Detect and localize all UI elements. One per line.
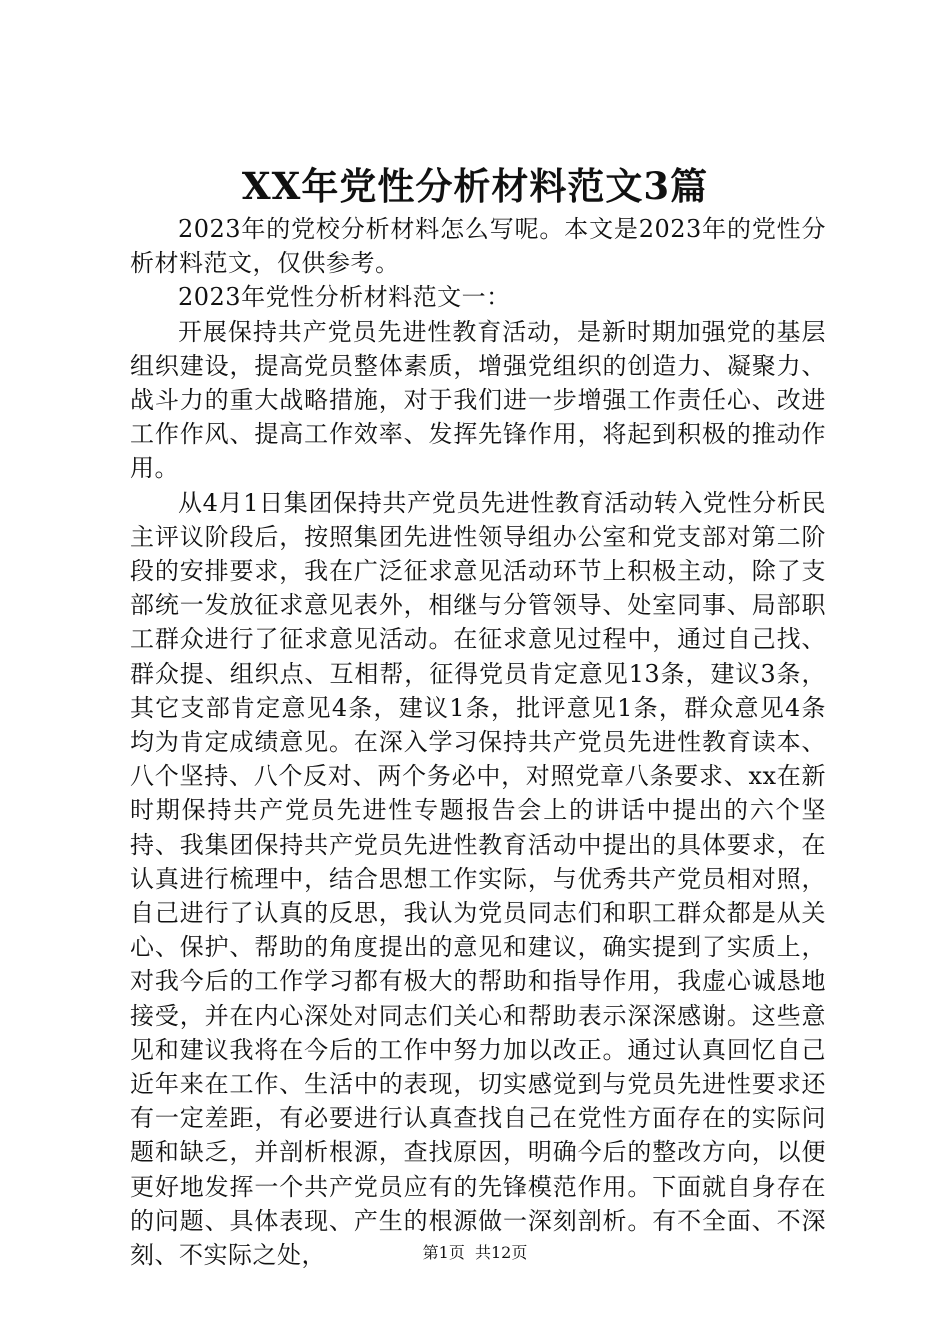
document-body xyxy=(130,212,826,1272)
paragraph-1: 开展保持共产党员先进性教育活动，是新时期加强党的基层组织建设，提高党员整体素质，增强党组织的创造力、凝聚力、战斗力的重大战略措施，对于我们进一步增强工作责任心、改进工作作风、提高工作效率、发挥先锋作用，将起到积极的推动作用。 xyxy=(130,317,826,483)
paragraph-intro: 2023年的党校分析材料怎么写呢。本文是2023年的党性分析材料范文，仅供参考。 xyxy=(130,215,826,278)
paragraph-subheading: 2023年党性分析材料范文一： xyxy=(178,283,511,312)
paragraph-2: 从4月1日集团保持共产党员先进性教育活动转入党性分析民主评议阶段后，按照集团先进性领导组办公室和党支部对第二阶段的安排要求，我在广泛征求意见活动环节上积极主动，除了支部统一发放征求意见表外，相继与分管领导、处室同事、局部职工群众进行了征求意见活动。在征求意见过程中，通过自己找、群众提、组织点、互相帮，征得党员肯定意见13条，建议3条，其它支部肯定意见4条，建议1条，批评意见1条，群众意见4条均为肯定成绩意见。在深入学习保持共产党员先进性教育读本、八个坚持、八个反对、两个务必中，对照党章八条要求、xx在新时期保持共产党员先进性专题报告会上的讲话中提出的六个坚持、我集团保持共产党员先进性教育活动中提出的具体要求，在认真进行梳理中，结合思想工作实际，与优秀共产党员相对照，自己进行了认真的反思，我认为党员同志们和职工群众都是从关心、保护、帮助的角度提出的意见和建议，确实提到了实质上，对我今后的工作学习都有极大的帮助和指导作用，我虚心诚恳地接受，并在内心深处对同志们关心和帮助表示深深感谢。这些意见和建议我将在今后的工作中努力加以改正。通过认真回忆自己近年来在工作、生活中的表现，切实感觉到与党员先进性要求还有一定差距，有必要进行认真查找自己在党性方面存在的实际问题和缺乏，并剖析根源，查找原因，明确今后的整改方向，以便更好地发挥一个共产党员应有的先锋模范作用。下面就自身存在的问题、具体表现、产生的根源做一深刻剖析。有不全面、不深刻、不实际之处， xyxy=(130,488,826,1270)
document-title: XX年党性分析材料范文3篇 xyxy=(241,164,709,208)
page-number-footer: 第1页 共12页 xyxy=(422,1243,528,1262)
